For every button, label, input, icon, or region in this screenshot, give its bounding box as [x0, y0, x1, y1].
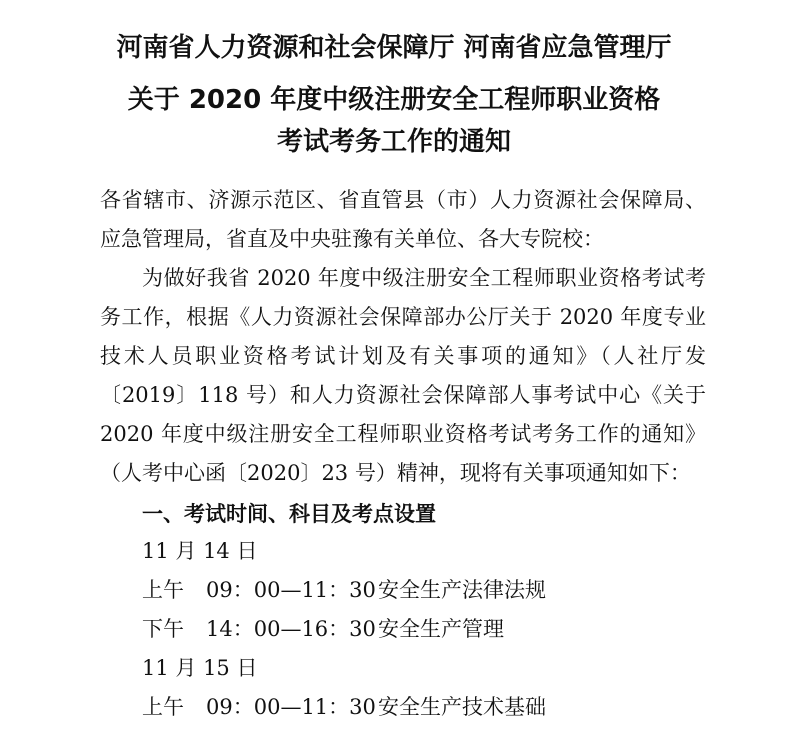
session-subject: 安全生产法律法规	[378, 578, 546, 602]
section-heading: 一、考试时间、科目及考点设置	[142, 502, 436, 526]
schedule-date: 11 月 14 日	[142, 539, 258, 563]
title-line: 考试考务工作的通知	[276, 127, 511, 157]
session-time: 09：00—11：30	[206, 695, 376, 719]
paragraph-line: 务工作，根据《人力资源社会保障部办公厅关于 2020 年度专业	[100, 305, 706, 329]
session-period: 下午	[142, 617, 184, 641]
paragraph-line: 〔2019〕118 号）和人力资源社会保障部人事考试中心《关于	[100, 383, 706, 407]
schedule-date: 11 月 15 日	[142, 656, 258, 680]
title-line: 关于 2020 年度中级注册安全工程师职业资格	[127, 85, 661, 115]
session-subject: 安全生产技术基础	[378, 695, 546, 719]
session-period: 上午	[142, 578, 184, 602]
paragraph-line: 技术人员职业资格考试计划及有关事项的通知》（人社厅发	[100, 344, 706, 368]
paragraph-line: 为做好我省 2020 年度中级注册安全工程师职业资格考试考	[142, 266, 706, 290]
session-time: 14：00—16：30	[206, 617, 376, 641]
session-time: 09：00—11：30	[206, 578, 376, 602]
addressee-line: 应急管理局，省直及中央驻豫有关单位、各大专院校：	[100, 227, 604, 251]
title-line: 河南省人力资源和社会保障厅 河南省应急管理厅	[116, 33, 672, 63]
paragraph-line: 2020 年度中级注册安全工程师职业资格考试考务工作的通知》	[100, 422, 706, 446]
session-period: 上午	[142, 695, 184, 719]
addressee-line: 各省辖市、济源示范区、省直管县（市）人力资源社会保障局、	[100, 188, 706, 212]
paragraph-line: （人考中心函〔2020〕23 号）精神，现将有关事项通知如下：	[100, 461, 691, 485]
session-subject: 安全生产管理	[378, 617, 504, 641]
